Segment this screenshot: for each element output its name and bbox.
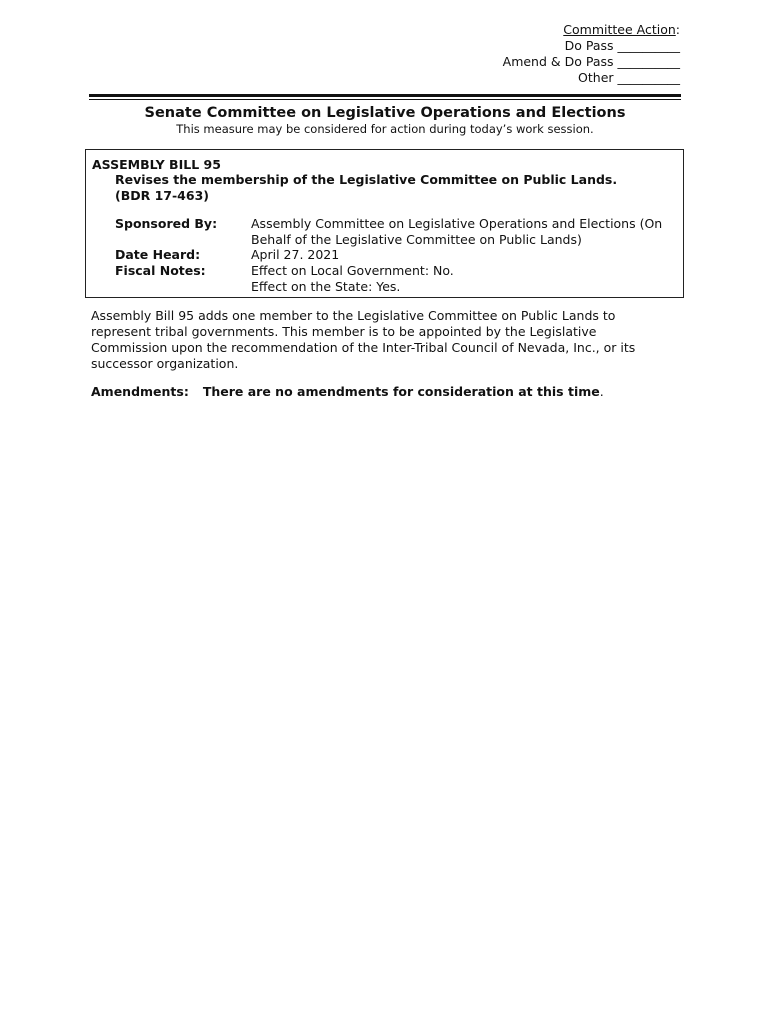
committee-action-heading: Committee Action [563, 22, 676, 37]
committee-action-colon: : [675, 22, 680, 37]
amendments-text: There are no amendments for consideration at this time [202, 384, 600, 399]
bill-summary-paragraph [91, 308, 661, 372]
sponsored-by-line-2: Behalf of the Legislative Committee on Public Lands) [251, 231, 582, 247]
bill-info-table [115, 216, 675, 295]
sponsored-by-line-1: Assembly Committee on Legislative Operations and Elections (On [251, 216, 663, 231]
do-pass-line: Do Pass __________ [564, 38, 680, 53]
date-heard-label: Date Heard: [115, 247, 201, 263]
date-heard-row [115, 247, 675, 263]
fiscal-notes-value [251, 263, 675, 294]
sponsored-by-label: Sponsored By: [115, 216, 218, 231]
amend-do-pass-line: Amend & Do Pass __________ [502, 54, 680, 69]
date-heard-value: April 27. 2021 [251, 247, 340, 263]
fiscal-notes-label: Fiscal Notes: [115, 263, 206, 279]
amendments-label: Amendments: [91, 384, 189, 399]
fiscal-state: Effect on the State: Yes. [251, 278, 401, 294]
header-divider-thin [89, 99, 681, 100]
sponsored-by-value [251, 216, 675, 247]
summary-line: Commission upon the recommendation of the Inter-Tribal Council of Nevada, Inc., or its [91, 340, 636, 355]
other-line: Other __________ [578, 70, 680, 85]
sponsored-by-row [115, 216, 675, 247]
amendments-line [91, 384, 604, 400]
header-divider-thick [89, 94, 681, 97]
bill-number: ASSEMBLY BILL 95 [92, 157, 221, 172]
committee-title: Senate Committee on Legislative Operations and Elections [144, 105, 626, 121]
header-divider [89, 94, 681, 100]
bill-summary-box [85, 149, 684, 298]
bill-description [115, 172, 617, 204]
summary-line: Assembly Bill 95 adds one member to the Legislative Committee on Public Lands to [91, 308, 616, 323]
committee-action-block [503, 22, 680, 86]
summary-line: successor organization. [91, 356, 239, 371]
committee-subtitle: This measure may be considered for action during today’s work session. [176, 122, 594, 136]
bill-description-text: Revises the membership of the Legislative Committee on Public Lands. [115, 172, 618, 187]
fiscal-local-government: Effect on Local Government: No. [251, 263, 454, 279]
amendments-period: . [599, 384, 604, 399]
bill-bdr-number: (BDR 17-463) [115, 188, 209, 203]
summary-line: represent tribal governments. This member is to be appointed by the Legislative [91, 324, 597, 339]
fiscal-notes-row [115, 263, 675, 294]
committee-action-heading-line [503, 22, 680, 38]
